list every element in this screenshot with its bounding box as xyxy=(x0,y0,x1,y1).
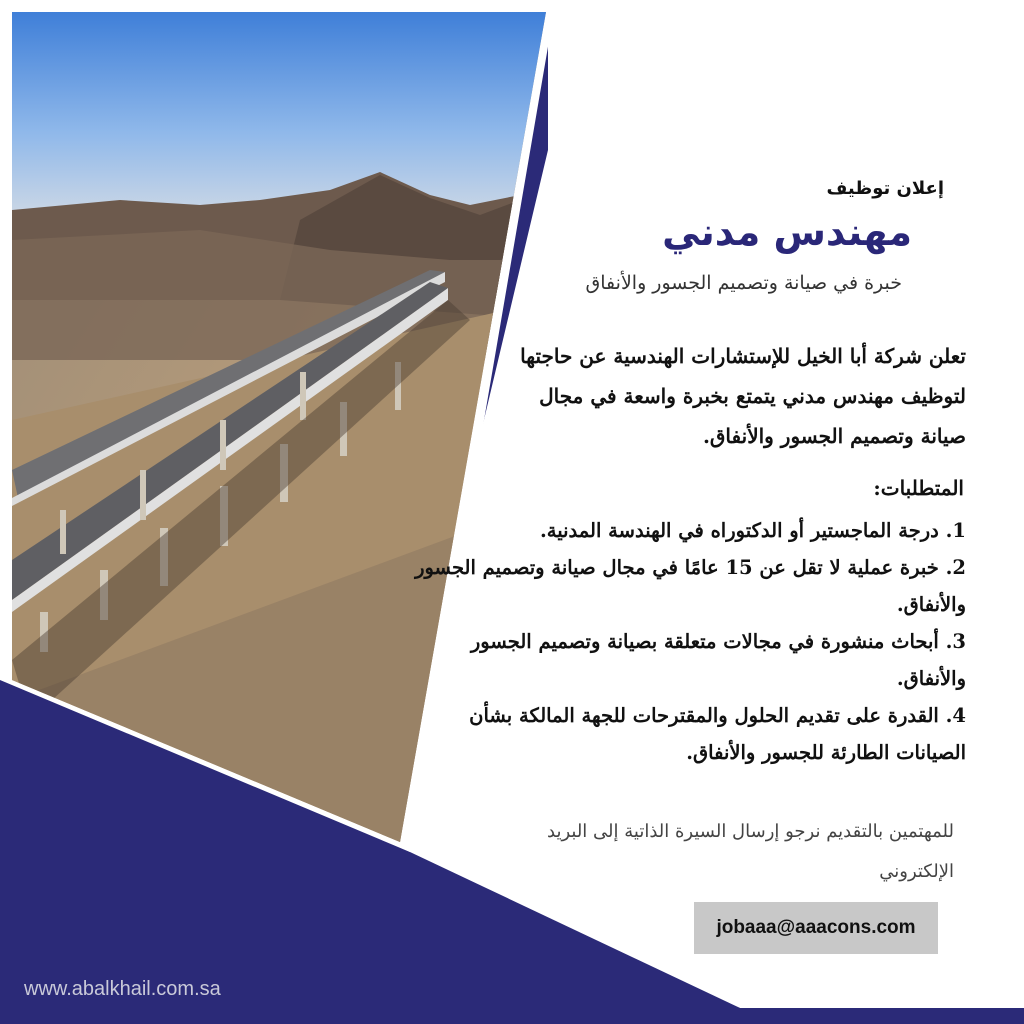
aaa-logo-icon xyxy=(680,22,900,78)
requirement-item: 2. خبرة عملية لا تقل عن 15 عامًا في مجال صيانة وتصميم الجسور والأنفاق. xyxy=(415,556,966,616)
company-logo xyxy=(640,22,940,136)
company-name-english: ABALKHAIL CONSULTING ENGINEERING CO. xyxy=(642,104,938,136)
job-title: مهندس مدني xyxy=(662,210,912,254)
requirement-item: 1. درجة الماجستير أو الدكتوراه في الهندسة المدنية. xyxy=(539,519,966,542)
company-name-arabic: شركة أبا الخيل للإستشارات الهندسية xyxy=(675,84,905,102)
ad-label: إعلان توظيف xyxy=(826,178,944,199)
requirements-list xyxy=(406,512,966,771)
requirement-item: 3. أبحاث منشورة في مجالات متعلقة بصيانة وتصميم الجسور والأنفاق. xyxy=(470,630,966,690)
requirement-item: 4. القدرة على تقديم الحلول والمقترحات للجهة المالكة بشأن الصيانات الطارئة للجسور والأنفاق. xyxy=(469,704,966,764)
job-subtitle: خبرة في صيانة وتصميم الجسور والأنفاق xyxy=(585,272,902,294)
intro-paragraph: تعلن شركة أبا الخيل للإستشارات الهندسية عن حاجتها لتوظيف مهندس مدني يتمتع بخبرة واسعة في مجال صيانة وتصميم الجسور والأنفاق. xyxy=(520,344,966,448)
contact-instructions: للمهتمين بالتقديم نرجو إرسال السيرة الذاتية إلى البريد الإلكتروني xyxy=(547,821,954,882)
website-link[interactable]: www.abalkhail.com.sa xyxy=(24,978,221,1000)
requirements-title: المتطلبات: xyxy=(873,476,964,500)
email-address[interactable]: jobaaa@aaacons.com xyxy=(694,902,938,954)
